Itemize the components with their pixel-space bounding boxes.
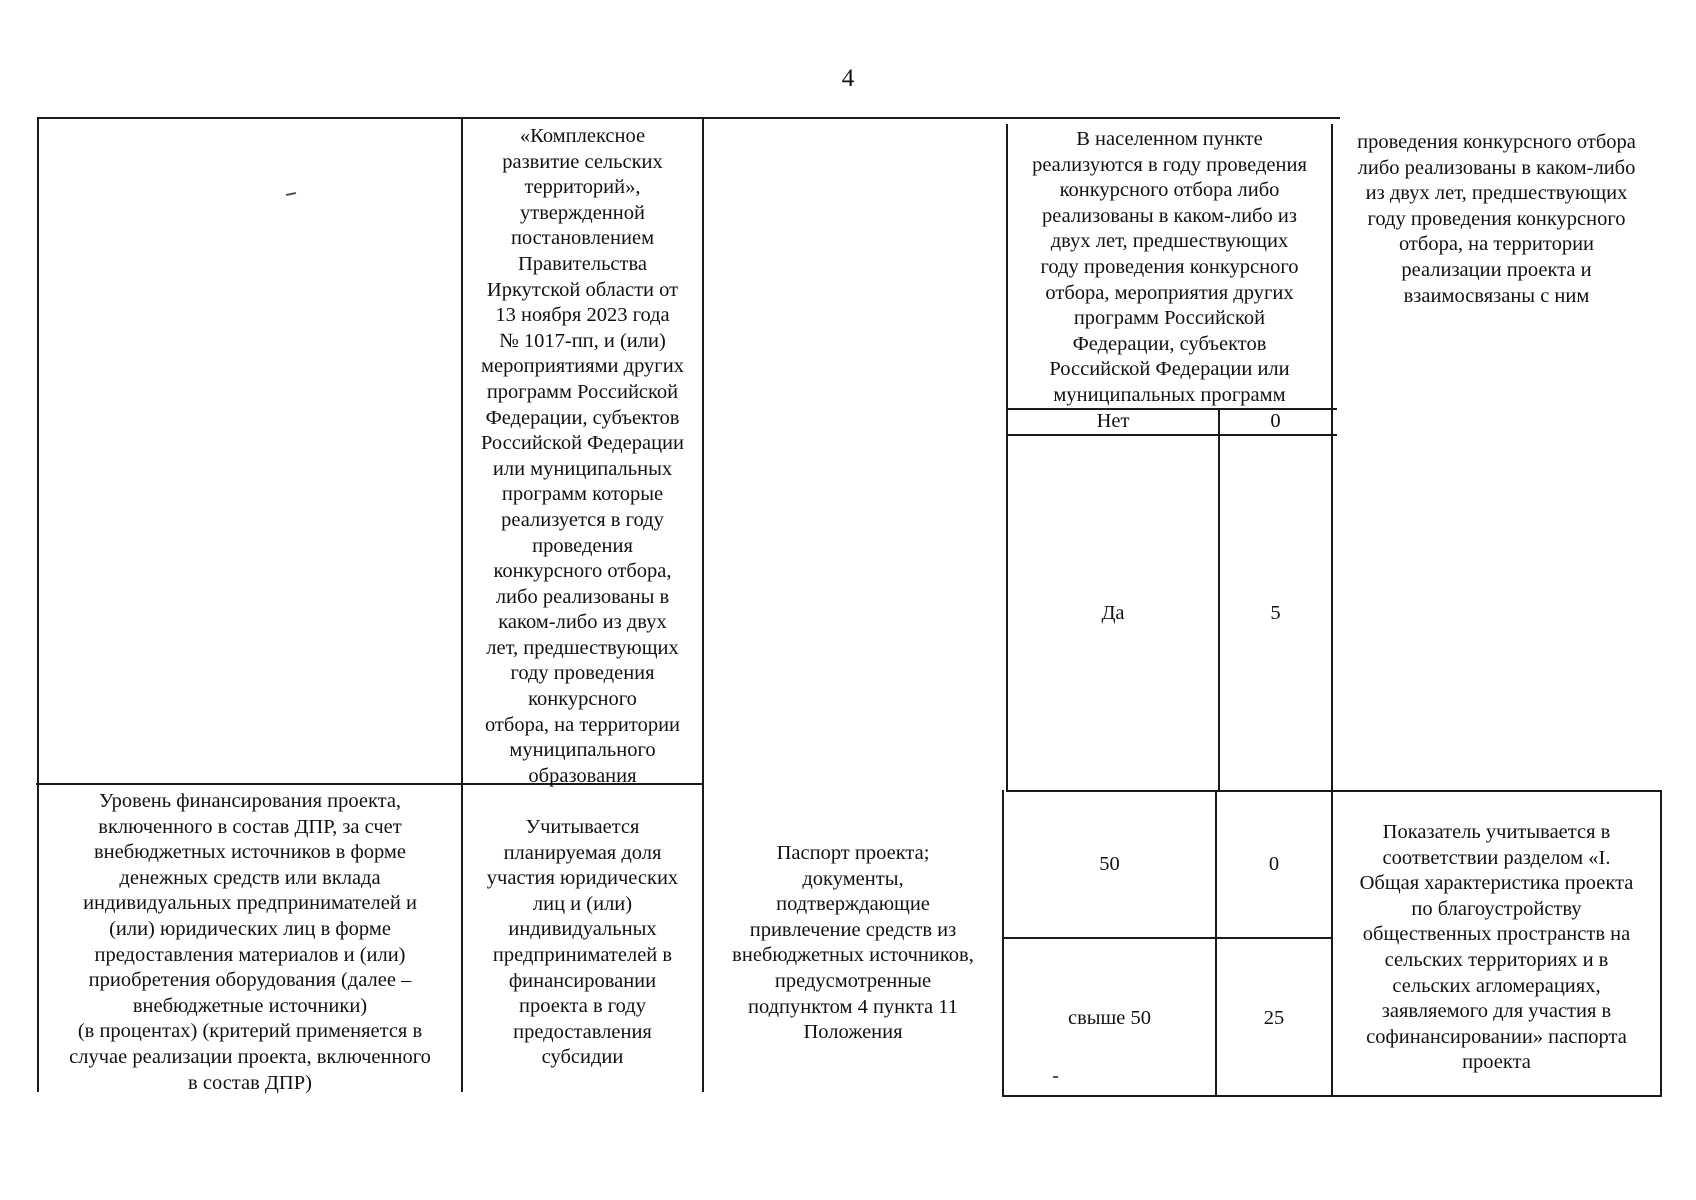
row1-note: проведения конкурсного отбора либо реализованы в каком-либо из двух лет, предшествующих году проведения конкурсного отбора, на территории реализации проекта и взаимосвязаны с ним	[1357, 131, 1636, 307]
row2-option-label: свыше 50	[1067, 1007, 1152, 1029]
row-divider-right	[1006, 790, 1660, 792]
col-line-5-lower	[1215, 790, 1217, 1096]
col-line-4-lower	[1002, 790, 1004, 1096]
row2-criterion-name: Уровень финансирования проекта, включенного в состав ДПР, за счет внебюджетных источников в форме денежных средств или вклада индивидуальных предпринимателей и (или) юридических лиц в форме предоставления материалов и (или) приобретения оборудования (далее – внебюджетные источники) (в процентах) (критерий применяется в случае реализации проекта, включенного в состав ДПР)	[69, 790, 431, 1094]
row1-program-description: «Комплексное развитие сельских территорий», утвержденной постановлением Правительства Иркутской области от 13 ноября 2023 года № 1017-пп, и (или) мероприятиями других программ Российской Федерации, субъектов Российской Федерации или муниципальных программ которые реализуется в году проведения конкурсного отбора, либо реализованы в каком-либо из двух лет, предшествующих году проведения конкурсного отбора, на территории муниципального образования	[481, 125, 684, 787]
row1-option-label: Нет	[1096, 410, 1130, 432]
row2-option-score: 25	[1263, 1007, 1285, 1029]
row2-option-label: 50	[1099, 853, 1120, 875]
row2-calculation-method: Учитывается планируемая доля участия юридических лиц и (или) индивидуальных предпринимателей в финансировании проекта в году предоставления субсидии	[486, 816, 679, 1069]
scan-mark	[1053, 1076, 1058, 1078]
page-number: 4	[841, 65, 855, 92]
col-line-7	[1660, 790, 1662, 1096]
row1-option-score: 0	[1270, 410, 1281, 432]
row1-criterion-header: В населенном пункте реализуются в году проведения конкурсного отбора либо реализованы в каком-либо из двух лет, предшествующих году проведения конкурсного отбора, мероприятия других программ Российской Федерации, субъектов Российской Федерации или муниципальных программ	[1032, 128, 1307, 406]
scan-mark	[286, 192, 296, 196]
row2-note: Показатель учитывается в соответствии разделом «I. Общая характеристика проекта по благоустройству общественных пространств на сельских территориях и в сельских агломерациях, заявляемого для участия в софинансировании» паспорта проекта	[1359, 821, 1634, 1074]
row2-option-score: 0	[1268, 853, 1280, 875]
col-line-5-upper	[1218, 408, 1220, 790]
row1-option-score: 5	[1270, 602, 1281, 624]
row2-supporting-documents: Паспорт проекта; документы, подтверждающие привлечение средств из внебюджетных источников, предусмотренные подпунктом 4 пункта 11 Положения	[732, 842, 974, 1044]
row1-option-label: Да	[1101, 602, 1125, 624]
row2-option-divider	[1004, 937, 1332, 939]
table-top-border	[38, 117, 1340, 119]
